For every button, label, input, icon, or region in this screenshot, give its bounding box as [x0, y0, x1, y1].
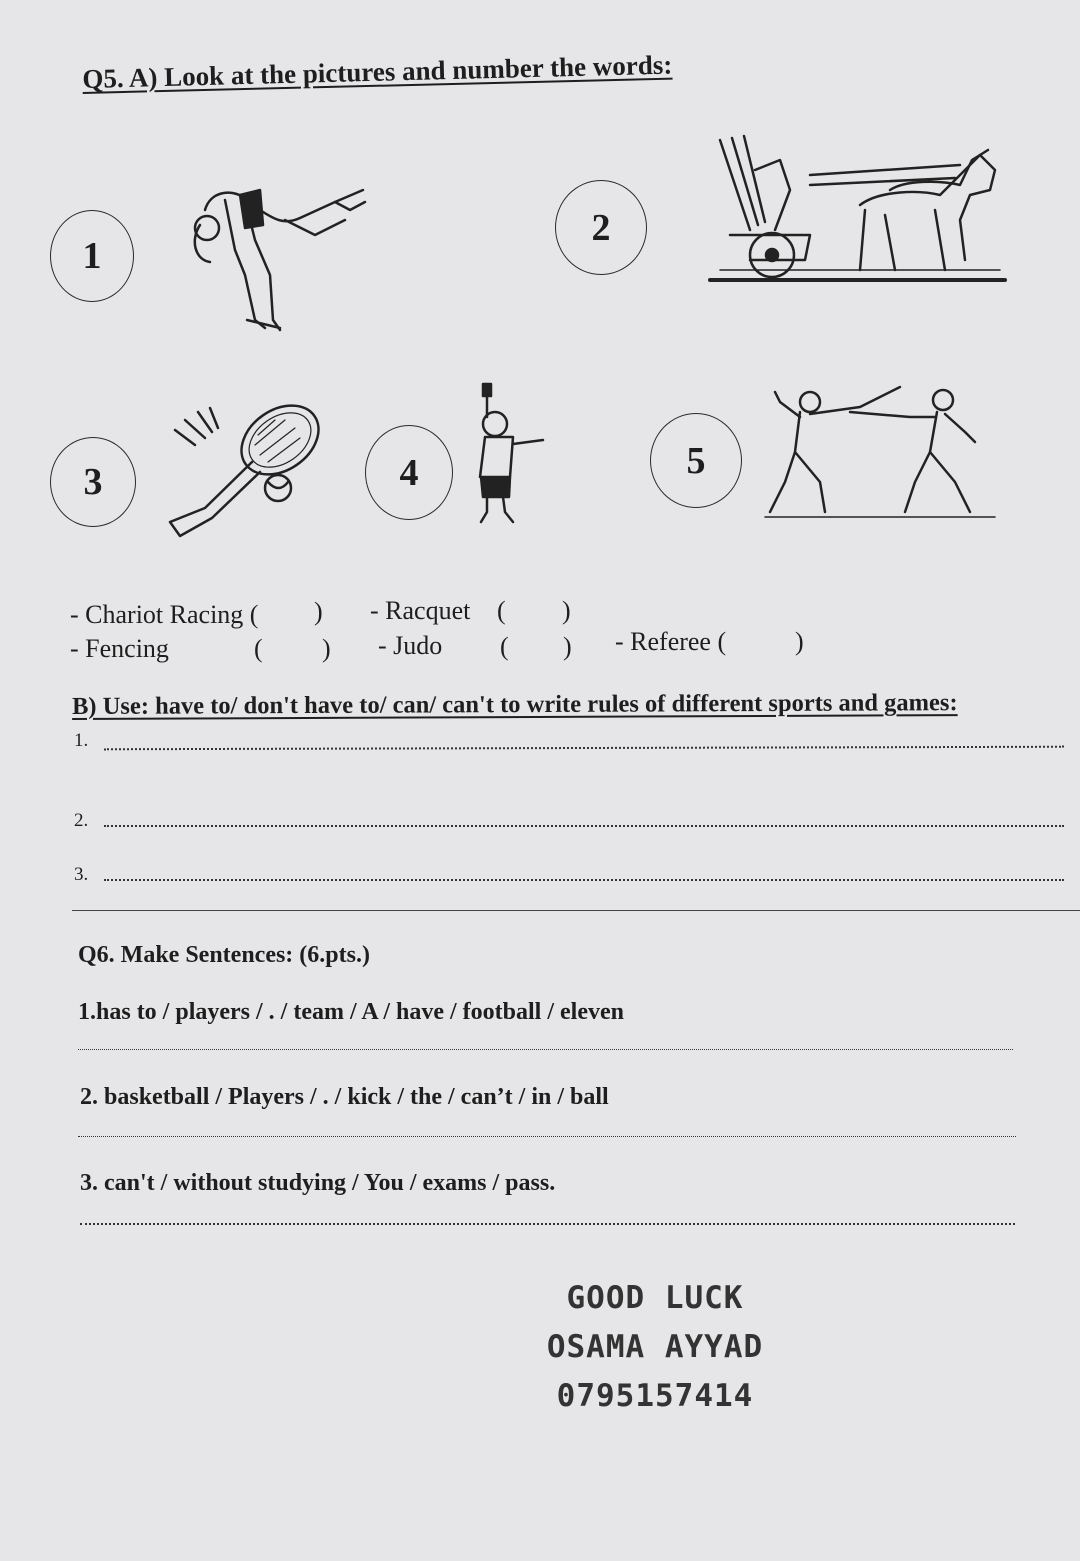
q6-heading: Q6. Make Sentences: (6.pts.) [78, 942, 370, 968]
footer-good-luck: GOOD LUCK [566, 1280, 744, 1316]
footer-phone-number: 0795157414 [556, 1378, 754, 1414]
word-racquet: - Racquet [370, 596, 471, 625]
word-fencing-open-paren: ( [254, 634, 263, 663]
number-circle-4: 4 [365, 425, 453, 520]
rule-number-1: 1. [74, 730, 89, 751]
word-judo: - Judo [378, 631, 443, 660]
number-circle-5: 5 [650, 413, 742, 508]
rule-number-3: 3. [74, 864, 89, 885]
q5-b-heading: B) Use: have to/ don't have to/ can/ can't to write rules of different sports and games: [72, 689, 958, 720]
word-chariot-racing: - Chariot Racing ( [70, 600, 259, 629]
rule-answer-line-3[interactable] [104, 879, 1064, 881]
word-fencing-close-paren: ) [322, 634, 331, 663]
word-racquet-close-paren: ) [562, 596, 571, 625]
q5-heading: Q5. A) Look at the pictures and number the words: [82, 49, 673, 94]
word-referee: - Referee ( [615, 627, 727, 656]
fencing-icon [765, 372, 995, 522]
number-circle-2: 2 [555, 180, 647, 275]
rule-answer-line-2[interactable] [104, 825, 1064, 827]
racquet-icon [160, 400, 325, 540]
sentence-prompt-2: 2. basketball / Players / . / kick / the / can’t / in / ball [80, 1084, 609, 1110]
sentence-answer-line-3[interactable] [80, 1223, 1015, 1225]
word-referee-close-paren: ) [795, 627, 804, 656]
number-circle-3: 3 [50, 437, 136, 527]
sentence-prompt-1: 1.has to / players / . / team / A / have / football / eleven [78, 999, 624, 1025]
word-chariot-close-paren: ) [314, 597, 323, 626]
section-divider [72, 910, 1080, 911]
sentence-prompt-3: 3. can't / without studying / You / exams / pass. [80, 1170, 556, 1196]
number-circle-1: 1 [50, 210, 134, 302]
footer-teacher-name: OSAMA AYYAD [546, 1329, 764, 1365]
rule-number-2: 2. [74, 810, 89, 831]
sentence-answer-line-2[interactable] [78, 1136, 1016, 1137]
word-racquet-open-paren: ( [497, 596, 506, 625]
chariot-icon [710, 130, 1005, 290]
word-judo-open-paren: ( [500, 632, 509, 661]
word-fencing: - Fencing [70, 634, 169, 663]
referee-icon [465, 382, 550, 527]
judo-throw-icon [185, 180, 375, 335]
sentence-answer-line-1[interactable] [78, 1049, 1013, 1050]
rule-answer-line-1[interactable] [104, 746, 1064, 751]
word-judo-close-paren: ) [563, 632, 572, 661]
